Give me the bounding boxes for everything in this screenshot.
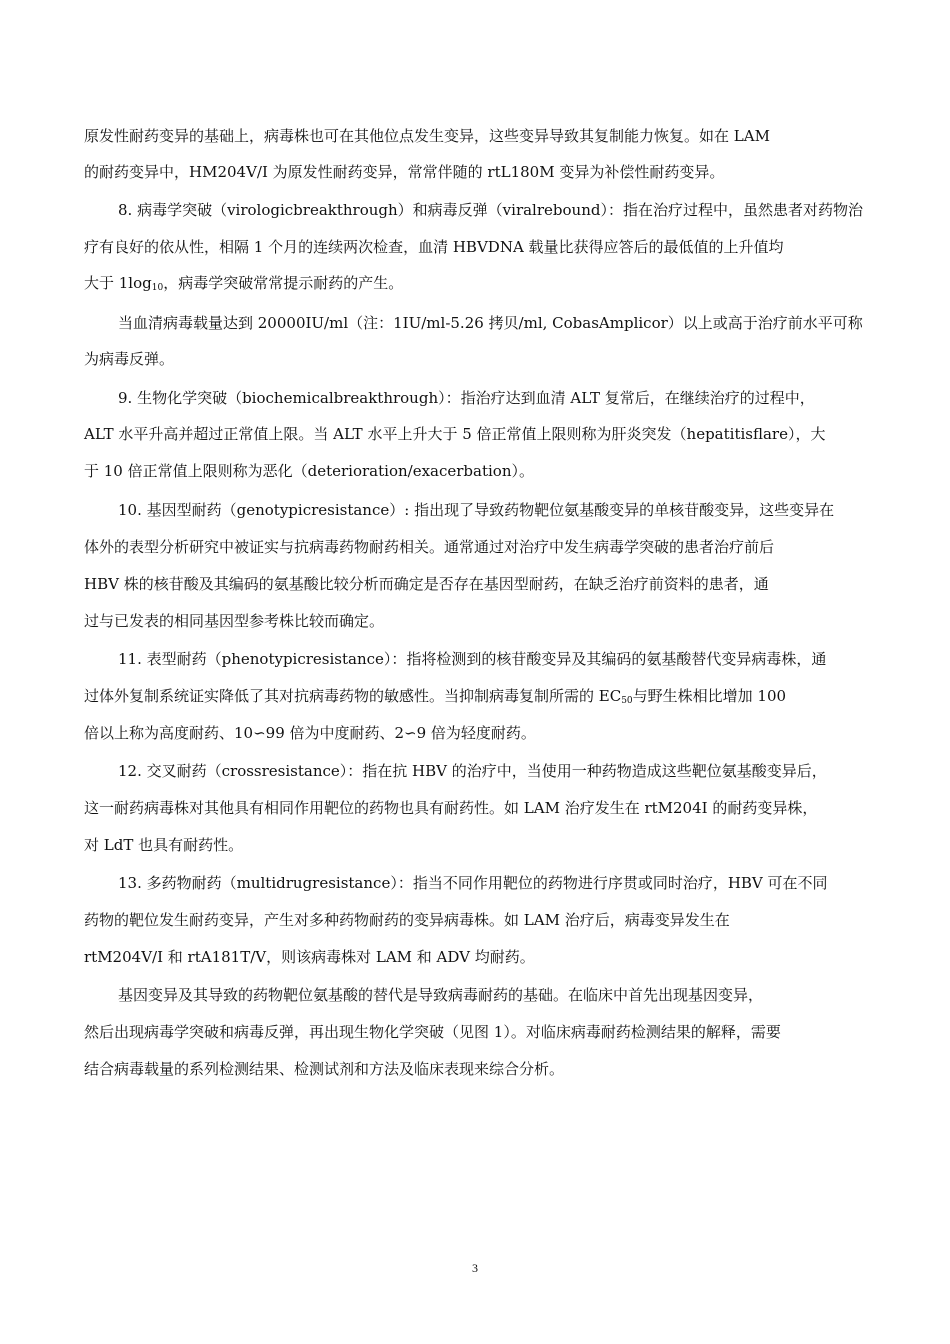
- text-line: 这一耐药病毒株对其他具有相同作用靶位的药物也具有耐药性。如 LAM 治疗发生在 rtM204I 的耐药变异株，: [84, 799, 818, 817]
- text-line: [84, 273, 403, 293]
- text-line: 的耐药变异中，HM204V/I 为原发性耐药变异，常常伴随的 rtL180M 变异为补偿性耐药变异。: [84, 163, 725, 181]
- subscript: 50: [621, 696, 633, 706]
- text-line: 8. 病毒学突破（virologicbreakthrough）和病毒反弹（viralrebound）：指在治疗过程中，虽然患者对药物治: [118, 201, 863, 219]
- text-line: ALT 水平升高并超过正常值上限。当 ALT 水平上升大于 5 倍正常值上限则称为肝炎突发（hepatitisflare），大: [84, 425, 826, 443]
- text-line: 10. 基因型耐药（genotypicresistance）: 指出现了导致药物靶位氨基酸变异的单核苷酸变异，这些变异在: [118, 501, 835, 519]
- text-line: 13. 多药物耐药（multidrugresistance）：指当不同作用靶位的药物进行序贯或同时治疗，HBV 可在不同: [118, 874, 828, 892]
- text-span: ，病毒学突破常常提示耐药的产生。: [163, 274, 404, 292]
- page-number: 3: [472, 1261, 478, 1275]
- text-line: 当血清病毒载量达到 20000IU/ml（注：1IU/ml-5.26 拷贝/ml, CobasAmplicor）以上或高于治疗前水平可称: [118, 314, 863, 332]
- text-line: 11. 表型耐药（phenotypicresistance）：指将检测到的核苷酸变异及其编码的氨基酸替代变异病毒株，通: [118, 650, 827, 668]
- text-line: 倍以上称为高度耐药、10∽99 倍为中度耐药、2∽9 倍为轻度耐药。: [84, 724, 536, 742]
- text-line: 药物的靶位发生耐药变异，产生对多种药物耐药的变异病毒株。如 LAM 治疗后，病毒变异发生在: [84, 911, 730, 929]
- text-line: 疗有良好的依从性，相隔 1 个月的连续两次检查，血清 HBVDNA 载量比获得应答后的最低值的上升值均: [84, 238, 784, 256]
- text-line: 为病毒反弹。: [84, 350, 175, 368]
- text-line: 过与已发表的相同基因型参考株比较而确定。: [84, 612, 385, 630]
- text-line: 然后出现病毒学突破和病毒反弹，再出现生物化学突破（见图 1）。对临床病毒耐药检测结果的解释，需要: [84, 1023, 781, 1041]
- text-line: [84, 686, 786, 706]
- text-line: 原发性耐药变异的基础上，病毒株也可在其他位点发生变异，这些变异导致其复制能力恢复。如在 LAM: [84, 127, 770, 145]
- text-line: 对 LdT 也具有耐药性。: [84, 836, 244, 854]
- text-line: 基因变异及其导致的药物靶位氨基酸的替代是导致病毒耐药的基础。在临床中首先出现基因变异，: [118, 986, 764, 1004]
- text-line: 体外的表型分析研究中被证实与抗病毒药物耐药相关。通常通过对治疗中发生病毒学突破的患者治疗前后: [84, 538, 775, 556]
- text-span: 过体外复制系统证实降低了其对抗病毒药物的敏感性。当抑制病毒复制所需的 EC: [84, 687, 622, 705]
- text-span: 大于 1log: [84, 274, 152, 292]
- text-line: 结合病毒载量的系列检测结果、检测试剂和方法及临床表现来综合分析。: [84, 1060, 565, 1078]
- subscript: 10: [151, 283, 164, 293]
- text-line: 于 10 倍正常值上限则称为恶化（deterioration/exacerbation）。: [84, 462, 534, 480]
- text-line: rtM204V/I 和 rtA181T/V，则该病毒株对 LAM 和 ADV 均耐药。: [84, 948, 535, 966]
- text-line: 12. 交叉耐药（crossresistance）：指在抗 HBV 的治疗中，当使用一种药物造成这些靶位氨基酸变异后，: [118, 762, 827, 780]
- text-span: 与野生株相比增加 100: [632, 687, 787, 705]
- text-line: HBV 株的核苷酸及其编码的氨基酸比较分析而确定是否存在基因型耐药，在缺乏治疗前资料的患者，通: [84, 575, 769, 593]
- text-line: 9. 生物化学突破（biochemicalbreakthrough）：指治疗达到血清 ALT 复常后，在继续治疗的过程中，: [118, 389, 815, 407]
